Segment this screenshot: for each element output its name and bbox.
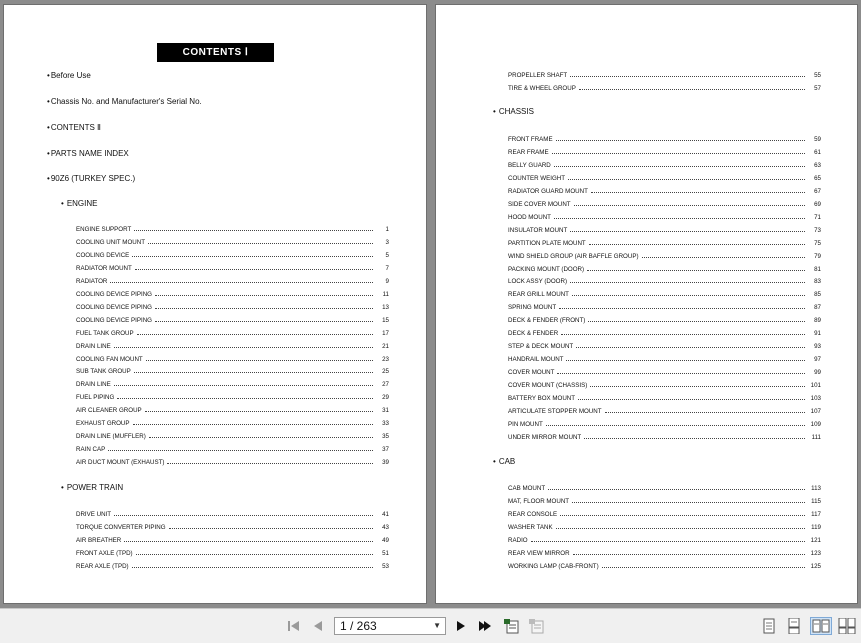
toc-entry-name: DRAIN LINE xyxy=(76,342,111,350)
dot-leader xyxy=(155,302,373,309)
dot-leader xyxy=(576,341,805,348)
toc-entry-page-number: 81 xyxy=(814,265,821,273)
toc-entry[interactable] xyxy=(508,535,821,544)
toc-entry-page-number: 9 xyxy=(385,277,389,285)
dot-leader xyxy=(124,535,373,542)
toc-entry[interactable] xyxy=(76,341,389,350)
toc-entry[interactable] xyxy=(76,250,389,259)
document-page-left xyxy=(3,4,427,604)
toc-top-item[interactable]: •CONTENTS Ⅱ xyxy=(47,123,101,132)
toc-entry-name: FUEL PIPING xyxy=(76,394,115,402)
dot-leader xyxy=(587,264,805,271)
toc-entry-page-number: 59 xyxy=(814,136,821,143)
dot-leader xyxy=(114,379,373,386)
two-page-view-icon xyxy=(812,618,830,634)
toc-entry-page-number: 27 xyxy=(382,381,389,389)
toc-entry[interactable] xyxy=(76,276,389,285)
previous-page-button[interactable] xyxy=(309,617,327,635)
toc-entry[interactable] xyxy=(508,212,821,221)
toc-entry-name: REAR VIEW MIRROR xyxy=(508,549,570,557)
last-page-button[interactable] xyxy=(476,617,494,635)
rotate-alt-icon xyxy=(528,618,546,634)
toc-top-item[interactable]: •Chassis No. and Manufacturer's Serial No. xyxy=(47,97,202,106)
toc-entry-name: COOLING DEVICE PIPING xyxy=(76,303,152,311)
toc-entry-page-number: 83 xyxy=(814,278,821,286)
dot-leader xyxy=(556,134,805,141)
dot-leader xyxy=(588,315,805,322)
toc-entry[interactable] xyxy=(508,367,821,376)
toc-entry-page-number: 87 xyxy=(814,304,821,312)
toc-entry-page-number: 5 xyxy=(385,251,389,259)
dot-leader xyxy=(554,160,805,167)
toc-entry-page-number: 69 xyxy=(814,200,821,208)
section-heading-label: CAB xyxy=(498,457,516,466)
section-heading-engine[interactable]: • ENGINE xyxy=(61,199,98,208)
toc-entry[interactable] xyxy=(76,315,389,324)
toc-entry[interactable] xyxy=(508,70,821,79)
toc-entry-name: PROPELLER SHAFT xyxy=(508,72,568,79)
toc-entry-page-number: 31 xyxy=(382,407,389,415)
dot-leader xyxy=(570,70,805,77)
toc-entry[interactable] xyxy=(76,379,389,388)
toc-entry-name: COUNTER WEIGHT xyxy=(508,174,566,182)
toc-entry-page-number: 15 xyxy=(382,316,389,324)
toc-entry[interactable] xyxy=(508,199,821,208)
toc-entry[interactable] xyxy=(76,263,389,272)
toc-entry-page-number: 125 xyxy=(810,562,821,570)
toc-entry[interactable] xyxy=(508,315,821,324)
toc-entry-name: SUB TANK GROUP xyxy=(76,368,131,376)
section-heading-chassis[interactable]: • CHASSIS xyxy=(493,107,534,116)
toc-entry-page-number: 107 xyxy=(810,407,821,415)
toc-entry-page-number: 63 xyxy=(814,161,821,169)
toc-entry-page-number: 97 xyxy=(814,356,821,364)
toc-entry-page-number: 57 xyxy=(814,84,821,92)
toc-top-item-label: Before Use xyxy=(50,71,91,80)
dot-leader xyxy=(149,431,373,438)
toc-top-item-label: 90Z6 (TURKEY SPEC.) xyxy=(50,174,136,183)
dot-leader xyxy=(148,237,373,244)
first-page-icon xyxy=(286,619,302,633)
dot-leader xyxy=(560,509,805,516)
toc-entry-name: RADIO xyxy=(508,536,528,544)
toc-entry-page-number: 35 xyxy=(382,433,389,441)
dot-leader xyxy=(117,392,373,399)
toc-entry-name: BATTERY BOX MOUNT xyxy=(508,395,576,402)
toc-entry-name: COOLING UNIT MOUNT xyxy=(76,238,145,246)
toc-entry-page-number: 71 xyxy=(814,213,821,221)
toc-entry-name: COOLING DEVICE xyxy=(76,251,130,259)
dot-leader xyxy=(137,328,373,335)
toc-entry-name: UNDER MIRROR MOUNT xyxy=(508,433,582,441)
toc-entry-name: FRONT AXLE (TPD) xyxy=(76,549,133,557)
toc-entry[interactable] xyxy=(76,509,389,518)
dot-leader xyxy=(589,238,805,245)
toc-entry-name: ARTICULATE STOPPER MOUNT xyxy=(508,407,602,415)
dot-leader xyxy=(570,276,805,283)
toc-entry[interactable] xyxy=(508,160,821,169)
toc-entry-name: RADIATOR GUARD MOUNT xyxy=(508,187,588,195)
toc-entry[interactable] xyxy=(508,483,821,492)
toc-entry[interactable] xyxy=(76,561,389,570)
toc-entry[interactable] xyxy=(76,418,389,427)
two-page-continuous-view-button[interactable] xyxy=(838,617,856,635)
toc-entry-name: REAR GRILL MOUNT xyxy=(508,291,569,299)
toc-entry-page-number: 101 xyxy=(810,382,821,390)
continuous-view-button[interactable] xyxy=(785,617,803,635)
toc-entry[interactable] xyxy=(76,405,389,414)
toc-entry[interactable] xyxy=(76,328,389,337)
dot-leader xyxy=(642,251,805,258)
chevron-down-icon[interactable]: ▼ xyxy=(433,621,441,630)
toc-entry-page-number: 23 xyxy=(382,355,389,363)
first-page-button[interactable] xyxy=(285,617,303,635)
next-page-button[interactable] xyxy=(452,617,470,635)
page-indicator: 1 / 263 xyxy=(340,619,377,633)
section-heading-label: ENGINE xyxy=(66,199,98,208)
toc-entry[interactable] xyxy=(508,225,821,234)
toc-entry[interactable] xyxy=(508,83,821,92)
toc-entry-page-number: 33 xyxy=(382,420,389,428)
toc-entry-page-number: 79 xyxy=(814,252,821,260)
toc-entry-page-number: 13 xyxy=(382,303,389,311)
toc-entry-name: COOLING DEVICE PIPING xyxy=(76,290,152,298)
toc-top-item[interactable]: •Before Use xyxy=(47,71,91,80)
toc-entry[interactable] xyxy=(508,302,821,311)
toc-entry[interactable] xyxy=(508,173,821,182)
dot-leader xyxy=(591,186,805,193)
dot-leader xyxy=(602,561,805,568)
dot-leader xyxy=(114,341,373,348)
toc-entry[interactable] xyxy=(508,496,821,505)
dot-leader xyxy=(579,83,805,90)
toc-entry-page-number: 17 xyxy=(382,329,389,337)
toc-entry[interactable] xyxy=(76,535,389,544)
dot-leader xyxy=(559,302,805,309)
toc-entry-name: HANDRAIL MOUNT xyxy=(508,356,564,364)
toc-entry-page-number: 109 xyxy=(810,420,821,428)
toc-entry-name: REAR FRAME xyxy=(508,148,549,156)
toc-entry[interactable] xyxy=(508,548,821,557)
toc-entry-page-number: 115 xyxy=(811,497,821,505)
toc-entry[interactable] xyxy=(76,548,389,557)
dot-leader xyxy=(546,419,805,426)
section-heading-label: POWER TRAIN xyxy=(66,483,124,492)
dot-leader xyxy=(590,380,805,387)
contents-title: CONTENTS Ⅰ xyxy=(157,43,274,62)
toc-top-item[interactable]: •90Z6 (TURKEY SPEC.) xyxy=(47,174,136,183)
toc-entry-name: ENGINE SUPPORT xyxy=(76,226,132,233)
toc-top-item-label: Chassis No. and Manufacturer's Serial No. xyxy=(50,97,202,106)
toc-entry[interactable] xyxy=(76,444,389,453)
toc-entry-name: COOLING DEVICE PIPING xyxy=(76,316,152,324)
toc-entry-page-number: 41 xyxy=(382,511,389,518)
toc-entry-page-number: 11 xyxy=(382,290,389,298)
toc-entry-page-number: 7 xyxy=(385,264,389,272)
dot-leader xyxy=(155,289,373,296)
toc-entry-name: FUEL TANK GROUP xyxy=(76,329,134,337)
dot-leader xyxy=(548,483,805,490)
dot-leader xyxy=(155,315,373,322)
dot-leader xyxy=(114,509,373,516)
toc-entry-name: AIR CLEANER GROUP xyxy=(76,407,142,415)
rotate-button[interactable] xyxy=(503,617,521,635)
toc-entry[interactable] xyxy=(508,341,821,350)
dot-leader xyxy=(578,393,805,400)
toc-entry-name: TIRE & WHEEL GROUP xyxy=(508,84,576,92)
toc-entry-page-number: 65 xyxy=(814,174,821,182)
dot-leader xyxy=(570,225,805,232)
dot-leader xyxy=(134,366,373,373)
section-heading-label: CHASSIS xyxy=(498,107,534,116)
last-page-icon xyxy=(477,619,493,633)
toc-entry[interactable] xyxy=(76,392,389,401)
dot-leader xyxy=(135,263,373,270)
toc-entry[interactable] xyxy=(508,186,821,195)
toc-entry-name: STEP & DECK MOUNT xyxy=(508,343,574,351)
toc-entry-name: EXHAUST GROUP xyxy=(76,420,130,428)
toc-entry[interactable] xyxy=(508,393,821,402)
toc-entry-name: FRONT FRAME xyxy=(508,136,553,143)
document-page-right xyxy=(435,4,858,604)
dot-leader xyxy=(554,212,805,219)
toc-entry-page-number: 91 xyxy=(814,330,821,338)
toc-entry-page-number: 73 xyxy=(814,226,821,234)
dot-leader xyxy=(133,418,373,425)
toc-entry-page-number: 93 xyxy=(814,343,821,351)
toc-entry[interactable] xyxy=(76,431,389,440)
dot-leader xyxy=(556,522,805,529)
toc-entry-page-number: 61 xyxy=(814,148,821,156)
dot-leader xyxy=(584,432,805,439)
dot-leader xyxy=(568,173,805,180)
toc-entry[interactable] xyxy=(508,264,821,273)
toc-entry-page-number: 51 xyxy=(382,549,389,557)
toc-entry-name: TORQUE CONVERTER PIPING xyxy=(76,523,166,531)
dot-leader xyxy=(572,289,805,296)
toc-top-item-label: CONTENTS Ⅱ xyxy=(50,123,101,132)
toc-entry[interactable] xyxy=(508,432,821,441)
toc-entry-page-number: 25 xyxy=(382,368,389,376)
toc-entry-page-number: 75 xyxy=(814,239,821,247)
toc-entry-page-number: 85 xyxy=(814,291,821,299)
continuous-view-icon xyxy=(787,618,801,634)
toc-entry[interactable] xyxy=(508,147,821,156)
toc-entry-page-number: 21 xyxy=(382,342,389,350)
toc-entry[interactable] xyxy=(76,457,389,466)
toc-entry[interactable] xyxy=(508,406,821,415)
toc-entry-name: MAT, FLOOR MOUNT xyxy=(508,497,570,505)
dot-leader xyxy=(169,522,373,529)
toc-entry-page-number: 121 xyxy=(810,536,821,544)
toc-entry[interactable] xyxy=(508,328,821,337)
two-page-view-button[interactable] xyxy=(810,617,832,635)
toc-entry-name: DECK & FENDER (FRONT) xyxy=(508,317,586,325)
toc-entry-page-number: 43 xyxy=(382,523,389,531)
toc-entry[interactable] xyxy=(76,522,389,531)
dot-leader xyxy=(557,367,805,374)
toc-entry-name: RADIATOR MOUNT xyxy=(76,264,132,272)
toc-entry[interactable] xyxy=(508,509,821,518)
dot-leader xyxy=(110,276,373,283)
toc-entry[interactable] xyxy=(508,354,821,363)
toc-entry[interactable] xyxy=(508,134,821,143)
toc-entry-name: PARTITION PLATE MOUNT xyxy=(508,239,586,247)
toc-entry-name: SPRING MOUNT xyxy=(508,304,557,312)
toc-entry-page-number: 99 xyxy=(814,369,821,377)
toc-entry-name: REAR CONSOLE xyxy=(508,510,558,518)
dot-leader xyxy=(574,199,805,206)
toc-entry-name: LOCK ASSY (DOOR) xyxy=(508,278,568,286)
toc-entry-page-number: 117 xyxy=(811,510,821,518)
toc-entry[interactable] xyxy=(76,302,389,311)
toc-entry-page-number: 1 xyxy=(385,226,389,233)
toc-entry-page-number: 37 xyxy=(382,446,389,454)
toc-entry[interactable] xyxy=(508,522,821,531)
toc-entry-page-number: 67 xyxy=(814,187,821,195)
toc-entry-name: RAIN CAP xyxy=(76,446,106,454)
toc-entry-name: WIND SHIELD GROUP (AIR BAFFLE GROUP) xyxy=(508,252,639,260)
dot-leader xyxy=(552,147,805,154)
toc-entry-name: AIR BREATHER xyxy=(76,536,122,544)
toc-entry[interactable] xyxy=(508,238,821,247)
toc-entry-page-number: 3 xyxy=(385,238,389,246)
toc-entry-name: PACKING MOUNT (DOOR) xyxy=(508,265,585,273)
two-page-continuous-view-icon xyxy=(838,618,856,634)
toc-entry-name: DRAIN LINE xyxy=(76,381,111,389)
toc-entry-name: COOLING FAN MOUNT xyxy=(76,355,143,363)
toc-entry[interactable] xyxy=(76,354,389,363)
toc-entry-name: SIDE COVER MOUNT xyxy=(508,200,571,208)
dot-leader xyxy=(531,535,805,542)
viewer-toolbar xyxy=(0,608,861,643)
toc-entry[interactable] xyxy=(508,380,821,389)
toc-entry[interactable] xyxy=(508,561,821,570)
toc-entry-name: DRAIN LINE (MUFFLER) xyxy=(76,433,146,441)
dot-leader xyxy=(167,457,373,464)
section-heading-cab[interactable]: • CAB xyxy=(493,457,516,466)
toc-entry-page-number: 89 xyxy=(814,317,821,325)
toc-entry-name: DRIVE UNIT xyxy=(76,511,112,518)
toc-entry-page-number: 39 xyxy=(382,459,389,467)
toc-entry-name: BELLY GUARD xyxy=(508,161,551,169)
toc-entry[interactable] xyxy=(76,224,389,233)
toc-entry-page-number: 55 xyxy=(814,72,821,79)
previous-page-icon xyxy=(311,619,325,633)
toc-entry-name: PIN MOUNT xyxy=(508,420,543,428)
dot-leader xyxy=(132,250,373,257)
toc-entry[interactable] xyxy=(508,276,821,285)
section-heading-power-train[interactable]: • POWER TRAIN xyxy=(61,483,124,492)
toc-entry-page-number: 111 xyxy=(811,433,821,441)
toc-entry[interactable] xyxy=(76,366,389,375)
dot-leader xyxy=(108,444,373,451)
toc-entry-page-number: 123 xyxy=(810,549,821,557)
dot-leader xyxy=(561,328,805,335)
toc-entry-name: WORKING LAMP (CAB-FRONT) xyxy=(508,562,599,570)
toc-entry-name: COVER MOUNT (CHASSIS) xyxy=(508,382,588,390)
toc-entry-name: INSULATOR MOUNT xyxy=(508,226,568,234)
toc-entry-page-number: 103 xyxy=(810,395,821,402)
toc-entry-name: WASHER TANK xyxy=(508,523,553,531)
toc-entry[interactable] xyxy=(76,237,389,246)
dot-leader xyxy=(572,496,805,503)
toc-entry-page-number: 49 xyxy=(382,536,389,544)
toc-entry-name: AIR DUCT MOUNT (EXHAUST) xyxy=(76,459,165,467)
toc-entry-name: RADIATOR xyxy=(76,277,108,285)
toc-entry-page-number: 53 xyxy=(382,562,389,570)
dot-leader xyxy=(136,548,373,555)
toc-entry[interactable] xyxy=(508,289,821,298)
dot-leader xyxy=(605,406,805,413)
toc-entry-page-number: 119 xyxy=(811,523,821,531)
dot-leader xyxy=(132,561,373,568)
toc-entry[interactable] xyxy=(508,419,821,428)
dot-leader xyxy=(573,548,805,555)
single-page-view-button[interactable] xyxy=(760,617,778,635)
toc-top-item-label: PARTS NAME INDEX xyxy=(50,149,129,158)
dot-leader xyxy=(134,224,373,231)
toc-top-item[interactable]: •PARTS NAME INDEX xyxy=(47,149,129,158)
toc-entry-page-number: 29 xyxy=(382,394,389,402)
next-page-icon xyxy=(454,619,468,633)
dot-leader xyxy=(566,354,805,361)
dot-leader xyxy=(146,354,373,361)
toc-entry[interactable] xyxy=(76,289,389,298)
single-page-view-icon xyxy=(762,618,776,634)
rotate-icon xyxy=(503,618,521,634)
toc-entry[interactable] xyxy=(508,251,821,260)
toc-entry-name: REAR AXLE (TPD) xyxy=(76,562,129,570)
dot-leader xyxy=(145,405,373,412)
toc-entry-page-number: 113 xyxy=(811,485,821,492)
page-number-field[interactable] xyxy=(334,617,446,635)
rotate-alt-button[interactable] xyxy=(528,617,546,635)
toc-entry-name: HOOD MOUNT xyxy=(508,213,551,221)
toc-entry-name: COVER MOUNT xyxy=(508,369,555,377)
toc-entry-name: CAB MOUNT xyxy=(508,485,546,492)
toc-entry-name: DECK & FENDER xyxy=(508,330,559,338)
